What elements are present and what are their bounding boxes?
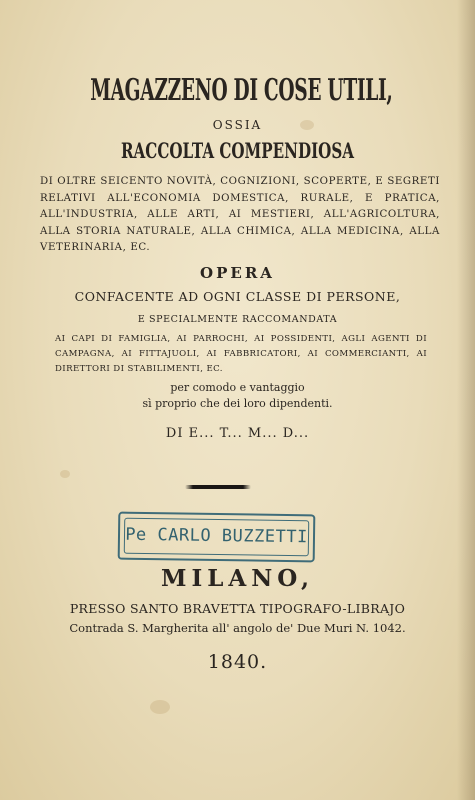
author-initials: DI E... T... M... D... (165, 426, 310, 441)
recommendation-line: E SPECIALMENTE RACCOMANDATA (137, 314, 338, 325)
benefit-line-2: sì proprio che dei loro dipendenti. (142, 397, 333, 410)
foxing-spot (150, 700, 170, 714)
publication-year: 1840. (207, 651, 268, 673)
ornamental-rule (185, 485, 251, 489)
stamp-text: Pe CARLO BUZZETTI (125, 524, 308, 548)
benefit-line-1: per comodo e vantaggio (170, 381, 305, 394)
recipients-paragraph: AI CAPI DI FAMIGLIA, AI PARROCHI, AI POSSIDENTI, AGLI AGENTI DI CAMPAGNA, AI FITTAJUOLI, AI FABBRICATORI, AI COMMERCIANTI, AI DIRETTORI DI STABILIMENTI, EC. (55, 334, 427, 374)
ossia-label: OSSIA (212, 118, 263, 132)
foxing-spot (60, 470, 70, 478)
description-paragraph: DI OLTRE SEICENTO NOVITÀ, COGNIZIONI, SCOPERTE, E SEGRETI RELATIVI ALL'ECONOMIA DOMESTICA, RURALE, E PRATICA, ALL'INDUSTRIA, ALLE ARTI, AI MESTIERI, ALL'AGRICOLTURA, ALLA STORIA NATURALE, ALLA CHIMICA, ALLA MEDICINA, ALLA VETERINARIA, EC. (40, 176, 440, 253)
publication-city: MILANO, (161, 565, 314, 592)
publisher-address: Contrada S. Margherita all' angolo de' Due Muri N. 1042. (69, 621, 406, 635)
publisher-line: PRESSO SANTO BRAVETTA TIPOGRAFO-LIBRAJO (69, 601, 406, 616)
audience-line: CONFACENTE AD OGNI CLASSE DI PERSONE, (74, 289, 401, 304)
owner-stamp (118, 512, 316, 563)
opera-label: OPERA (200, 264, 275, 282)
book-subtitle: RACCOLTA COMPENDIOSA (120, 138, 355, 163)
book-title: MAGAZZENO DI COSE UTILI, (90, 73, 393, 108)
